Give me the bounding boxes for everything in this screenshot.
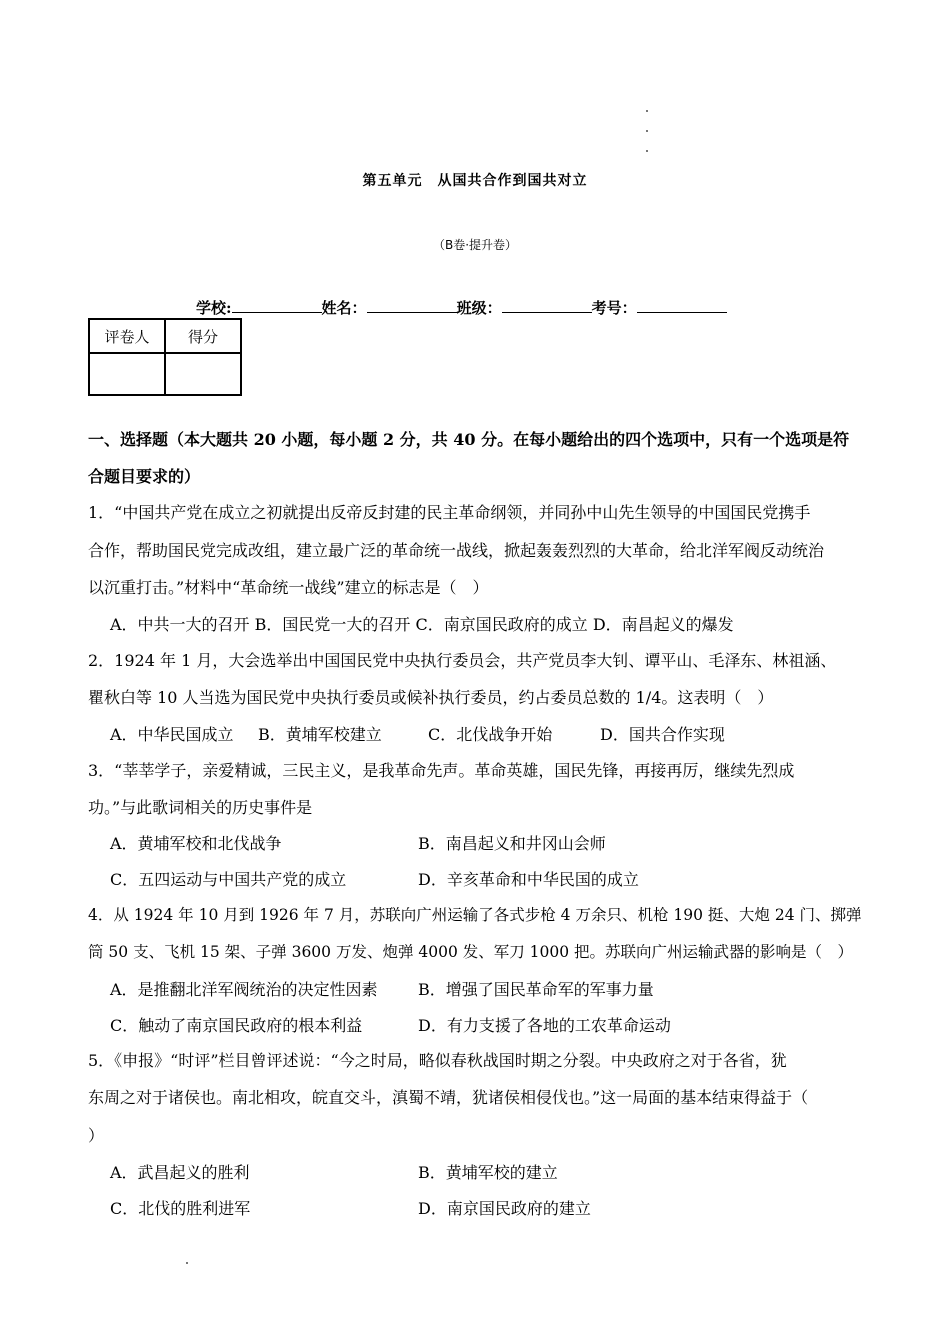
decorative-dot [186, 1262, 188, 1264]
q2-option-a: A．中华民国成立 [110, 725, 234, 744]
score-header: 得分 [165, 319, 241, 353]
exam-no-blank[interactable] [637, 298, 727, 313]
q1-options: A．中共一大的召开 B．国民党一大的召开 C．南京国民政府的成立 D．南昌起义的爆发 [110, 615, 734, 634]
page-subtitle: （B卷·提升卷） [432, 238, 518, 252]
grader-header: 评卷人 [89, 319, 165, 353]
q5-option-b: B．黄埔军校的建立 [418, 1163, 558, 1182]
q4-line2: 筒 50 支、飞机 15 架、子弹 3600 万发、炮弹 4000 发、军刀 1000 把。苏联向广州运输武器的影响是（ ） [88, 943, 854, 961]
q1-line2: 合作，帮助国民党完成改组，建立最广泛的革命统一战线，掀起轰轰烈烈的大革命，给北洋军阀反动统治 [88, 541, 825, 560]
q4-line1: 4．从 1924 年 10 月到 1926 年 7 月，苏联向广州运输了各式步枪 4 万余只、机枪 190 挺、大炮 24 门、掷弹 [88, 906, 862, 924]
q2-option-d: D．国共合作实现 [600, 725, 725, 744]
grader-cell[interactable] [89, 353, 165, 395]
q5-option-c: C．北伐的胜利进军 [110, 1199, 251, 1218]
q4-option-c: C．触动了南京国民政府的根本利益 [110, 1016, 363, 1035]
q4-option-a: A．是推翻北洋军阀统治的决定性因素 [110, 980, 378, 999]
q5-line2: 东周之对于诸侯也。南北相攻，皖直交斗，滇蜀不靖，犹诸侯相侵伐也。”这一局面的基本结束得益于（ [88, 1088, 809, 1107]
section-heading-line2: 合题目要求的） [88, 467, 201, 486]
q2-option-c: C．北伐战争开始 [428, 725, 553, 744]
q1-line1: 1．“中国共产党在成立之初就提出反帝反封建的民主革命纲领，并同孙中山先生领导的中国国民党携手 [88, 503, 811, 522]
q3-line2: 功。”与此歌词相关的历史事件是 [88, 798, 313, 817]
q5-line3: ） [88, 1126, 105, 1145]
class-blank[interactable] [502, 298, 592, 313]
q3-option-d: D．辛亥革命和中华民国的成立 [418, 870, 639, 889]
score-cell[interactable] [165, 353, 241, 395]
exam-no-label: 考号： [591, 299, 637, 317]
student-info-line [196, 297, 727, 318]
q5-line1: 5．《申报》“时评”栏目曾评述说：“今之时局，略似春秋战国时期之分裂。中央政府之对于各省，犹 [88, 1051, 787, 1070]
q2-line2: 瞿秋白等 10 人当选为国民党中央执行委员或候补执行委员，约占委员总数的 1/4。这表明（ ） [88, 688, 774, 707]
score-table [88, 318, 242, 396]
section-heading-line1: 一、选择题（本大题共 20 小题，每小题 2 分，共 40 分。在每小题给出的四个选项中，只有一个选项是符 [88, 430, 850, 449]
school-label: 学校: [196, 299, 232, 317]
q3-line1: 3．“莘莘学子，亲爱精诚，三民主义，是我革命先声。革命英雄，国民先锋，再接再厉，继续先烈成 [88, 761, 795, 780]
school-blank[interactable] [232, 298, 322, 313]
decorative-dot [646, 150, 648, 152]
page-title: 第五单元 从国共合作到国共对立 [362, 173, 588, 189]
decorative-dot [646, 110, 648, 112]
q3-option-c: C．五四运动与中国共产党的成立 [110, 870, 347, 889]
q4-option-d: D．有力支援了各地的工农革命运动 [418, 1016, 671, 1035]
class-label: 班级： [456, 299, 502, 317]
q2-option-b: B．黄埔军校建立 [258, 725, 382, 744]
q3-option-b: B．南昌起义和井冈山会师 [418, 834, 606, 853]
q3-option-a: A．黄埔军校和北伐战争 [110, 834, 282, 853]
name-label: 姓名： [321, 299, 367, 317]
name-blank[interactable] [367, 298, 457, 313]
q1-line3: 以沉重打击。”材料中“革命统一战线”建立的标志是（ ） [88, 578, 489, 597]
decorative-dot [646, 130, 648, 132]
q5-option-a: A．武昌起义的胜利 [110, 1163, 250, 1182]
q2-line1: 2．1924 年 1 月，大会选举出中国国民党中央执行委员会，共产党员李大钊、谭平山、毛泽东、林祖涵、 [88, 651, 837, 670]
q4-option-b: B．增强了国民革命军的军事力量 [418, 980, 654, 999]
q5-option-d: D．南京国民政府的建立 [418, 1199, 591, 1218]
